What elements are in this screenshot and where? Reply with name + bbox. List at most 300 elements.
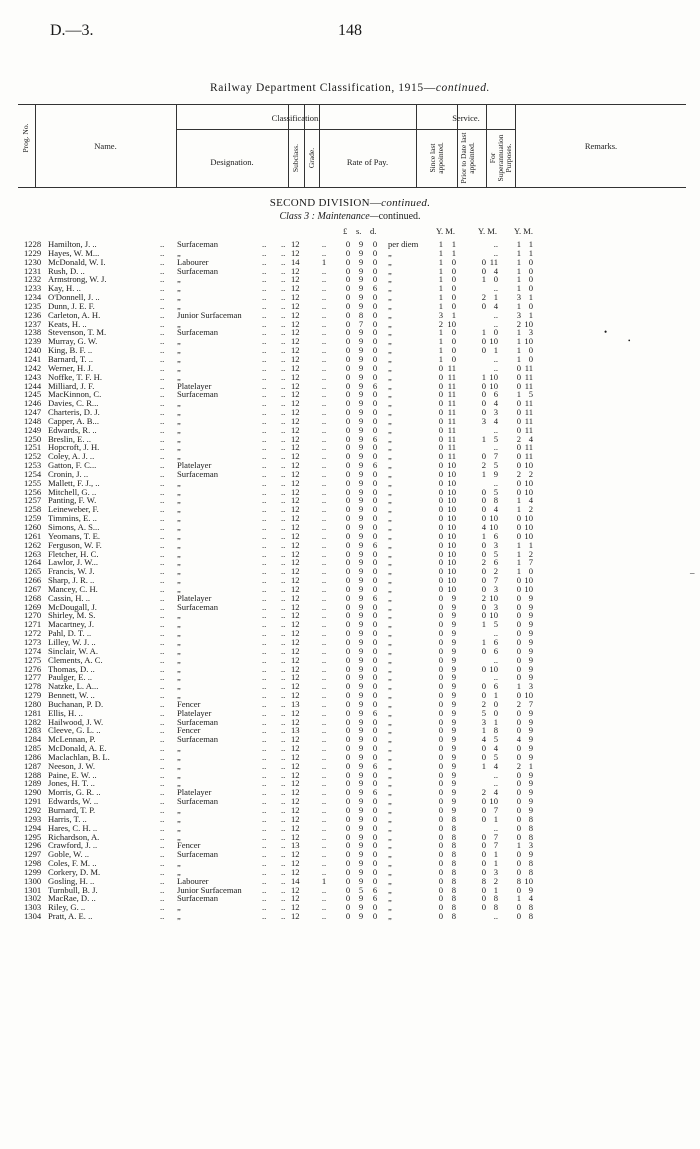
super-months-cell: 11 [524,415,533,426]
designation-cell: Labourer [177,875,209,886]
super-years-cell: 0 [516,778,521,789]
super-years-cell: 3 [516,309,521,320]
prior-years-cell: 0 [481,751,486,762]
table-row [0,912,700,921]
grade-cell: .. [321,460,327,471]
table-row [0,523,700,532]
prog-no-cell: 1302 [24,893,42,904]
designation-cell: „ [177,415,181,426]
super-months-cell: 9 [528,743,533,754]
pounds-cell: 0 [345,849,351,860]
prog-no-cell: 1287 [24,760,42,771]
leader-dots: .. [281,707,286,718]
prior-months-cell: 11 [489,256,498,267]
subclass-cell: 12 [291,362,300,373]
leader-dots: .. [281,849,286,860]
leader-dots: .. [160,283,165,294]
name-cell: MacRae, D. .. [48,893,96,904]
since-years-cell: 0 [438,760,443,771]
pence-cell: 0 [372,681,378,692]
shillings-cell: 9 [358,530,364,541]
pounds-cell: 0 [345,274,351,285]
subclass-cell: 12 [291,504,300,515]
since-years-cell: 0 [438,557,443,568]
super-months-cell: 0 [528,256,533,267]
subclass-cell: 12 [291,239,300,249]
prior-months-cell: 8 [493,725,498,736]
leader-dots: .. [160,805,165,815]
pounds-cell: 0 [345,831,351,842]
subclass-cell: 12 [291,592,300,603]
prog-no-cell: 1301 [24,884,42,895]
pence-cell: 0 [372,353,378,364]
leader-dots: .. [281,725,286,736]
super-months-cell: 11 [524,442,533,453]
prog-no-cell: 1304 [24,911,42,922]
super-years-cell: 0 [516,787,521,798]
prog-no-cell: 1292 [24,805,42,815]
since-months-cell: 10 [447,318,456,329]
super-years-cell: 0 [516,831,521,842]
leader-dots: .. [160,583,165,594]
super-months-cell: 9 [528,769,533,780]
pounds-cell: 0 [345,504,351,515]
designation-cell: „ [177,345,181,356]
table-row [0,496,700,505]
prior-years-cell: 0 [481,575,486,586]
leader-dots: .. [160,628,165,639]
shillings-cell: 9 [358,672,364,683]
since-years-cell: 0 [438,495,443,506]
subclass-cell: 12 [291,247,300,258]
leader-dots: .. [281,424,286,435]
name-cell: Burnard, T. P. [48,805,96,815]
table-row [0,859,700,868]
prior-months-cell: 5 [493,751,498,762]
pounds-cell: 0 [345,557,351,568]
pence-cell: 0 [372,407,378,418]
prior-years-cell: 0 [481,663,486,674]
prog-no-cell: 1289 [24,778,42,789]
leader-dots: .. [281,389,286,400]
designation-cell: „ [177,645,181,656]
table-row [0,576,700,585]
leader-dots: .. [160,840,165,851]
prog-no-cell: 1244 [24,380,42,391]
super-months-cell: 10 [524,583,533,594]
leader-dots: .. [262,743,267,754]
shillings-cell: 9 [358,822,364,833]
since-years-cell: 0 [438,592,443,603]
super-years-cell: 3 [516,292,521,303]
designation-cell: „ [177,663,181,674]
name-cell: Hamilton, J. .. [48,239,97,249]
name-cell: Hares, C. H. .. [48,822,98,833]
prior-months-cell: 5 [493,619,498,630]
designation-cell: „ [177,778,181,789]
prior-months-cell: 7 [493,575,498,586]
rate-unit-cell: „ [388,522,392,532]
since-months-cell: 10 [447,557,456,568]
rate-unit-cell: „ [388,345,392,356]
name-cell: Morris, G. R. .. [48,787,101,798]
grade-cell: .. [321,398,327,409]
pence-cell: 0 [372,690,378,701]
pence-cell: 0 [372,300,378,311]
shillings-cell: 9 [358,380,364,391]
prog-no-cell: 1296 [24,840,42,851]
name-cell: Goble, W. .. [48,849,90,860]
since-months-cell: 9 [451,654,456,665]
since-years-cell: 0 [438,743,443,754]
since-months-cell: 0 [451,265,456,276]
since-years-cell: 3 [438,309,443,320]
shillings-cell: 9 [358,256,364,267]
shillings-cell: 9 [358,433,364,444]
leader-dots: .. [281,486,286,497]
super-months-cell: 9 [528,707,533,718]
table-row [0,346,700,355]
prior-months-cell: 1 [493,884,498,895]
prior-months-cell: .. [493,911,498,922]
designation-cell: „ [177,486,181,497]
leader-dots: .. [281,433,286,444]
since-months-cell: 10 [447,522,456,532]
rate-unit-cell: „ [388,734,392,745]
prog-no-cell: 1232 [24,274,42,285]
shillings-cell: 9 [358,415,364,426]
prior-years-cell: 0 [481,866,486,877]
subclass-cell: 12 [291,318,300,329]
since-years-cell: 0 [438,796,443,807]
leader-dots: .. [281,407,286,418]
leader-dots: .. [281,371,286,382]
leader-dots: .. [160,725,165,736]
since-months-cell: 10 [447,468,456,479]
since-years-cell: 0 [438,866,443,877]
super-months-cell: 1 [528,760,533,771]
leader-dots: .. [262,433,267,444]
grade-cell: .. [321,477,327,488]
designation-cell: „ [177,575,181,586]
table-row [0,700,700,709]
division-title [0,197,700,209]
name-cell: Coles, F. M. .. [48,858,97,869]
table-row [0,709,700,718]
prior-to-header: Prior to Date last appointed. [459,132,476,184]
prior-months-cell: .. [493,239,498,249]
prior-months-cell: .. [493,654,498,665]
shillings-cell: 9 [358,247,364,258]
since-years-cell: 0 [438,628,443,639]
pence-unit: d. [370,226,377,236]
grade-cell: .. [321,866,327,877]
since-months-cell: 10 [447,566,456,577]
subclass-cell: 13 [291,698,300,709]
grade-cell: .. [321,654,327,665]
subclass-cell: 12 [291,274,300,285]
pounds-cell: 0 [345,539,351,550]
leader-dots: .. [281,875,286,886]
designation-cell: Surfaceman [177,389,219,400]
shillings-cell: 9 [358,566,364,577]
leader-dots: .. [160,698,165,709]
leader-dots: .. [262,911,267,922]
prog-no-cell: 1240 [24,345,42,356]
leader-dots: .. [262,566,267,577]
subclass-cell: 12 [291,849,300,860]
shillings-cell: 9 [358,592,364,603]
pounds-cell: 0 [345,239,351,249]
leader-dots: .. [160,716,165,727]
super-years-cell: 0 [516,663,521,674]
prog-no-cell: 1248 [24,415,42,426]
leader-dots: .. [262,380,267,391]
super-months-cell: 10 [524,336,533,347]
pence-cell: 0 [372,318,378,329]
prog-no-cell: 1254 [24,468,42,479]
leader-dots: .. [160,292,165,303]
leader-dots: .. [160,778,165,789]
super-months-cell: 9 [528,751,533,762]
prior-years-cell: 0 [481,884,486,895]
name-cell: Lawlor, J. W... [48,557,99,568]
leader-dots: .. [262,460,267,471]
leader-dots: .. [262,831,267,842]
since-months-cell: 9 [451,751,456,762]
prog-no-cell: 1236 [24,309,42,320]
rate-unit-cell: „ [388,583,392,594]
shillings-cell: 9 [358,796,364,807]
since-years-cell: 0 [438,566,443,577]
subclass-cell: 12 [291,734,300,745]
since-years-cell: 0 [438,681,443,692]
leader-dots: .. [160,336,165,347]
name-cell: Simons, A. S... [48,522,100,532]
name-cell: Gatton, F. C... [48,460,97,471]
pounds-cell: 0 [345,398,351,409]
grade-cell: .. [321,380,327,391]
leader-dots: .. [281,645,286,656]
super-months-cell: 7 [528,698,533,709]
name-cell: Clements, A. C. [48,654,103,665]
leader-dots: .. [160,380,165,391]
leader-dots: .. [262,309,267,320]
pounds-cell: 0 [345,866,351,877]
name-cell: Riley, G. .. [48,902,86,913]
prog-no-cell: 1298 [24,858,42,869]
subclass-cell: 12 [291,522,300,532]
leader-dots: .. [262,477,267,488]
leader-dots: .. [160,442,165,453]
since-months-cell: 8 [451,911,456,922]
designation-cell: Surfaceman [177,265,219,276]
rate-unit-cell: „ [388,247,392,258]
leader-dots: .. [262,548,267,559]
prog-no-cell: 1285 [24,743,42,754]
leader-dots: .. [281,451,286,462]
since-years-cell: 0 [438,407,443,418]
super-years-cell: 1 [516,504,521,515]
prior-unit: Y. M. [478,226,497,236]
name-cell: Paine, E. W. .. [48,769,97,780]
leader-dots: .. [160,796,165,807]
since-months-cell: 10 [447,504,456,515]
super-years-cell: 0 [516,725,521,736]
prior-months-cell: .. [493,672,498,683]
since-months-cell: 11 [447,442,456,453]
grade-cell: .. [321,716,327,727]
prior-months-cell: 10 [489,380,498,391]
prior-years-cell: 0 [481,504,486,515]
designation-cell: „ [177,672,181,683]
super-years-cell: 1 [516,256,521,267]
page-title-continued: continued. [435,82,491,94]
since-years-cell: 0 [438,451,443,462]
since-years-cell: 0 [438,636,443,647]
leader-dots: .. [262,389,267,400]
shillings-cell: 9 [358,636,364,647]
grade-cell: .. [321,283,327,294]
subclass-cell: 12 [291,442,300,453]
rate-unit-cell: „ [388,309,392,320]
subclass-cell: 12 [291,557,300,568]
subclass-cell: 12 [291,690,300,701]
designation-cell: „ [177,769,181,780]
super-years-cell: 0 [516,407,521,418]
super-months-cell: 10 [524,513,533,524]
prior-years-cell: 4 [481,522,486,532]
shillings-cell: 9 [358,486,364,497]
grade-cell: .. [321,902,327,913]
since-years-cell: 0 [438,575,443,586]
subclass-cell: 12 [291,566,300,577]
shillings-cell: 9 [358,698,364,709]
grade-cell: .. [321,327,327,338]
pence-cell: 0 [372,583,378,594]
rate-unit-cell: „ [388,725,392,736]
ink-speck: • [628,337,631,345]
shillings-cell: 9 [358,601,364,612]
super-months-cell: 9 [528,778,533,789]
rate-unit-cell: „ [388,274,392,285]
pounds-cell: 0 [345,477,351,488]
pounds-cell: 0 [345,672,351,683]
leader-dots: .. [281,477,286,488]
since-years-cell: 0 [438,893,443,904]
pence-cell: 0 [372,636,378,647]
name-cell: Turnbull, B. J. [48,884,98,895]
since-years-cell: 1 [438,256,443,267]
prior-months-cell: 5 [493,433,498,444]
subclass-cell: 12 [291,460,300,471]
shillings-cell: 9 [358,353,364,364]
super-years-cell: 1 [516,265,521,276]
pounds-cell: 0 [345,292,351,303]
shillings-cell: 9 [358,805,364,815]
super-years-cell: 0 [516,522,521,532]
pounds-cell: 0 [345,645,351,656]
designation-cell: „ [177,610,181,621]
subclass-cell: 12 [291,858,300,869]
subclass-cell: 12 [291,707,300,718]
leader-dots: .. [281,760,286,771]
rate-unit-cell: „ [388,398,392,409]
since-months-cell: 0 [451,283,456,294]
rate-unit-cell: „ [388,442,392,453]
since-months-cell: 9 [451,610,456,621]
shillings-cell: 9 [358,583,364,594]
pence-cell: 0 [372,557,378,568]
table-row [0,284,700,293]
pence-cell: 0 [372,672,378,683]
rate-unit-cell: „ [388,539,392,550]
shillings-cell: 9 [358,849,364,860]
prior-years-cell: 0 [481,849,486,860]
grade-cell: .. [321,265,327,276]
since-months-cell: 9 [451,743,456,754]
pounds-cell: 0 [345,707,351,718]
prog-no-cell: 1291 [24,796,42,807]
rate-unit-cell: „ [388,716,392,727]
rate-unit-cell: „ [388,336,392,347]
since-months-cell: 9 [451,734,456,745]
prior-years-cell: 5 [481,707,486,718]
grade-cell: .. [321,336,327,347]
leader-dots: .. [160,760,165,771]
rate-unit-cell: „ [388,300,392,311]
prior-months-cell: 0 [493,698,498,709]
leader-dots: .. [262,256,267,267]
shillings-cell: 9 [358,734,364,745]
subclass-cell: 12 [291,866,300,877]
since-months-cell: 8 [451,866,456,877]
leader-dots: .. [281,619,286,630]
designation-cell: „ [177,636,181,647]
rate-unit-cell: „ [388,283,392,294]
subclass-cell: 12 [291,911,300,922]
pence-cell: 0 [372,477,378,488]
pounds-cell: 0 [345,256,351,267]
super-years-cell: 0 [516,380,521,391]
leader-dots: .. [281,734,286,745]
pounds-cell: 0 [345,566,351,577]
leader-dots: .. [160,769,165,780]
subclass-cell: 12 [291,831,300,842]
pounds-cell: 0 [345,743,351,754]
designation-cell: „ [177,654,181,665]
prior-months-cell: 7 [493,805,498,815]
prior-years-cell: 0 [481,380,486,391]
designation-cell: „ [177,681,181,692]
pounds-cell: 0 [345,415,351,426]
super-months-cell: 3 [528,681,533,692]
shillings-cell: 9 [358,707,364,718]
grade-cell: .. [321,822,327,833]
pounds-cell: 0 [345,495,351,506]
since-years-cell: 0 [438,477,443,488]
subclass-cell: 12 [291,796,300,807]
grade-cell: .. [321,778,327,789]
pounds-cell: 0 [345,805,351,815]
grade-cell: .. [321,893,327,904]
pence-cell: 0 [372,716,378,727]
prog-no-cell: 1264 [24,557,42,568]
designation-cell: „ [177,433,181,444]
pounds-cell: 0 [345,486,351,497]
prior-months-cell: 10 [489,513,498,524]
name-cell: Jones, H. T. .. [48,778,95,789]
